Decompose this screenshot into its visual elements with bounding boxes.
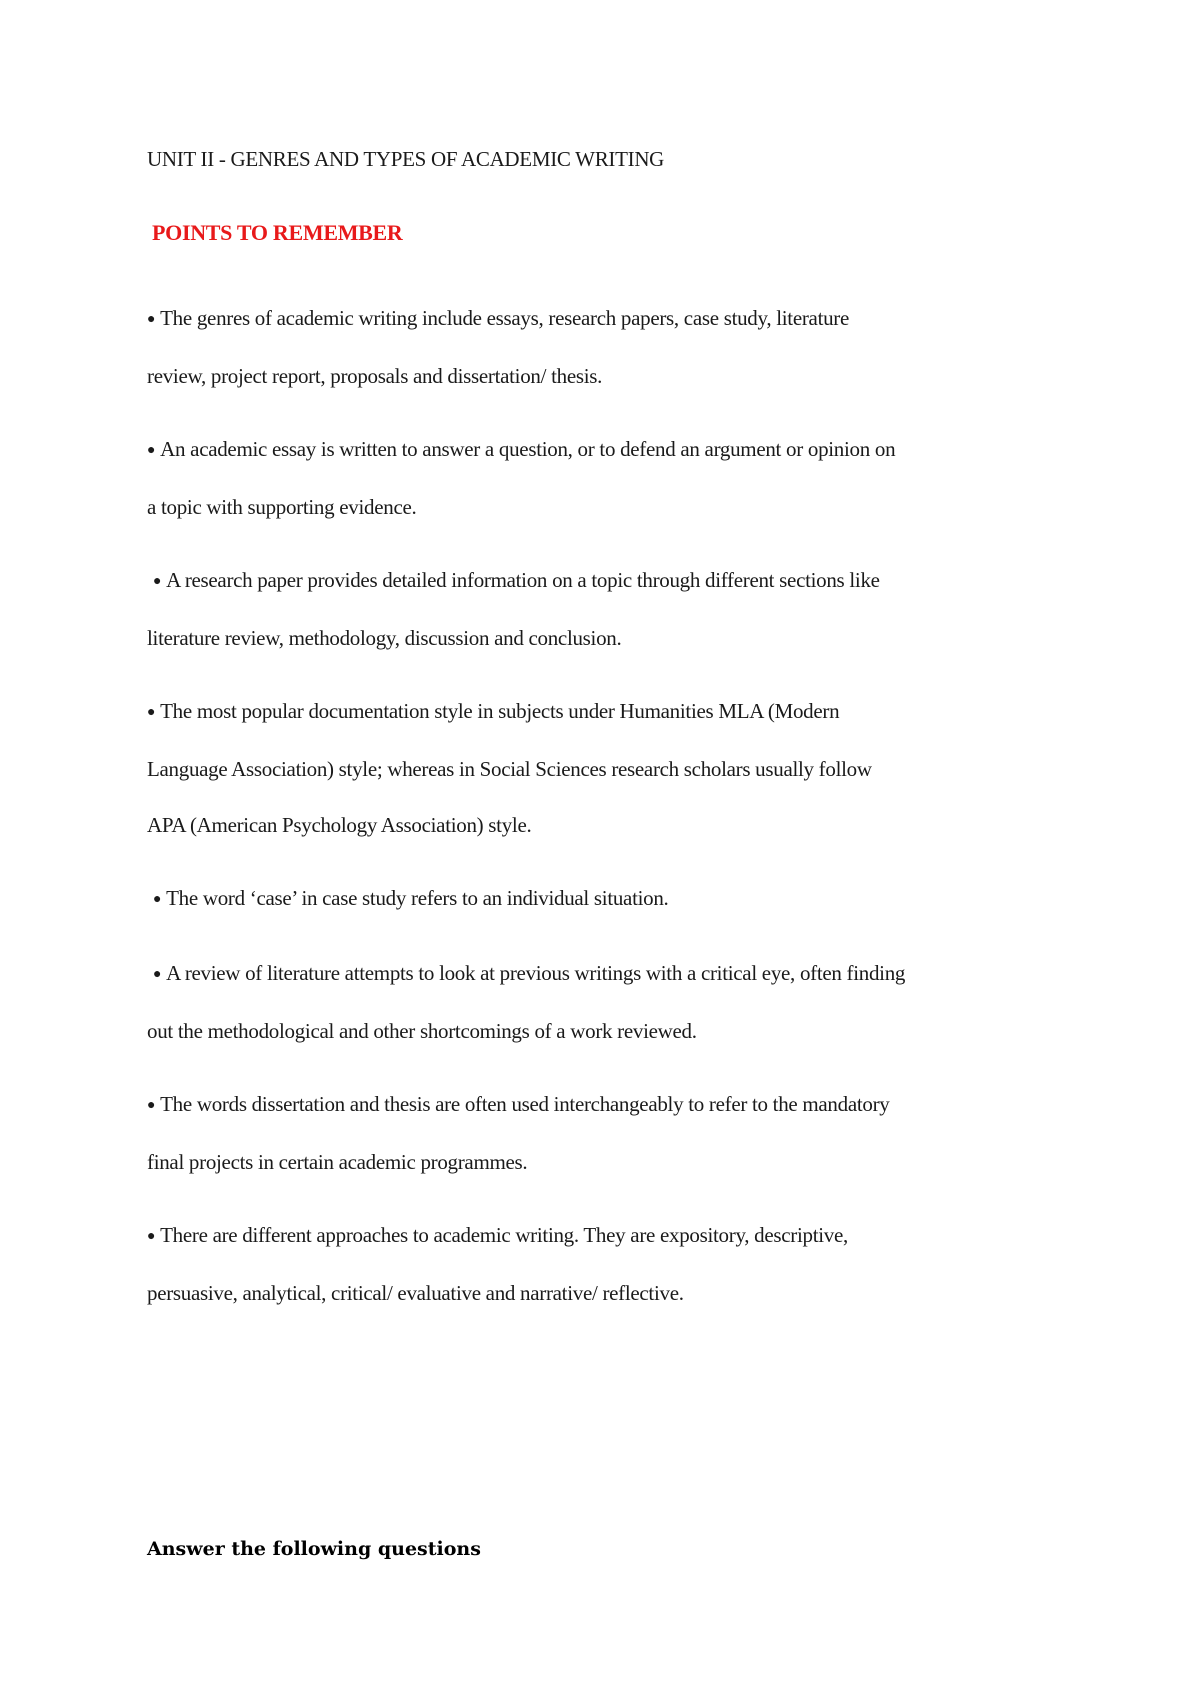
point-text: The most popular documentation style in subjects under Humanities MLA (Modern [160, 699, 840, 723]
point-line [147, 1076, 1077, 1134]
point-text: There are different approaches to academic writing. They are expository, descriptive, [160, 1223, 848, 1247]
point-line: persuasive, analytical, critical/ evaluative and narrative/ reflective. [147, 1281, 684, 1305]
point-text: A research paper provides detailed information on a topic through different sections like [166, 568, 880, 592]
bullet-icon: ● [147, 1098, 156, 1113]
point-item [147, 870, 1077, 928]
point-line [147, 945, 1077, 1003]
point-line: review, project report, proposals and dissertation/ thesis. [147, 364, 603, 388]
point-text: The genres of academic writing include essays, research papers, case study, literature [160, 306, 850, 330]
point-line [147, 683, 1077, 741]
bullet-icon: ● [147, 312, 156, 327]
point-item [147, 945, 1077, 1059]
point-line: final projects in certain academic programmes. [147, 1150, 528, 1174]
point-text: An academic essay is written to answer a question, or to defend an argument or opinion on [160, 437, 896, 461]
bullet-icon: ● [153, 967, 162, 982]
questions-heading: Answer the following questions [147, 1538, 481, 1560]
points-to-remember-heading: POINTS TO REMEMBER [152, 220, 403, 245]
point-item [147, 1207, 1077, 1321]
points-list [147, 290, 1077, 1338]
bullet-icon: ● [147, 1229, 156, 1244]
point-item [147, 290, 1077, 404]
point-line [147, 290, 1077, 348]
point-line [147, 421, 1077, 479]
point-line: literature review, methodology, discussion and conclusion. [147, 626, 622, 650]
point-text: The word ‘case’ in case study refers to an individual situation. [166, 886, 669, 910]
point-item [147, 1076, 1077, 1190]
point-text: The words dissertation and thesis are often used interchangeably to refer to the mandatory [160, 1092, 890, 1116]
point-item [147, 683, 1077, 853]
point-line [147, 870, 1077, 928]
bullet-icon: ● [153, 892, 162, 907]
point-line: a topic with supporting evidence. [147, 495, 417, 519]
unit-title: UNIT II - GENRES AND TYPES OF ACADEMIC WRITING [147, 147, 665, 171]
bullet-icon: ● [147, 705, 156, 720]
point-item [147, 552, 1077, 666]
point-line: Language Association) style; whereas in Social Sciences research scholars usually follow [147, 757, 872, 781]
bullet-icon: ● [147, 443, 156, 458]
point-item [147, 421, 1077, 535]
point-text: A review of literature attempts to look at previous writings with a critical eye, often finding [166, 961, 906, 985]
point-line: out the methodological and other shortcomings of a work reviewed. [147, 1019, 697, 1043]
point-line: APA (American Psychology Association) style. [147, 813, 532, 837]
point-line [147, 1207, 1077, 1265]
bullet-icon: ● [153, 574, 162, 589]
point-line [147, 552, 1077, 610]
